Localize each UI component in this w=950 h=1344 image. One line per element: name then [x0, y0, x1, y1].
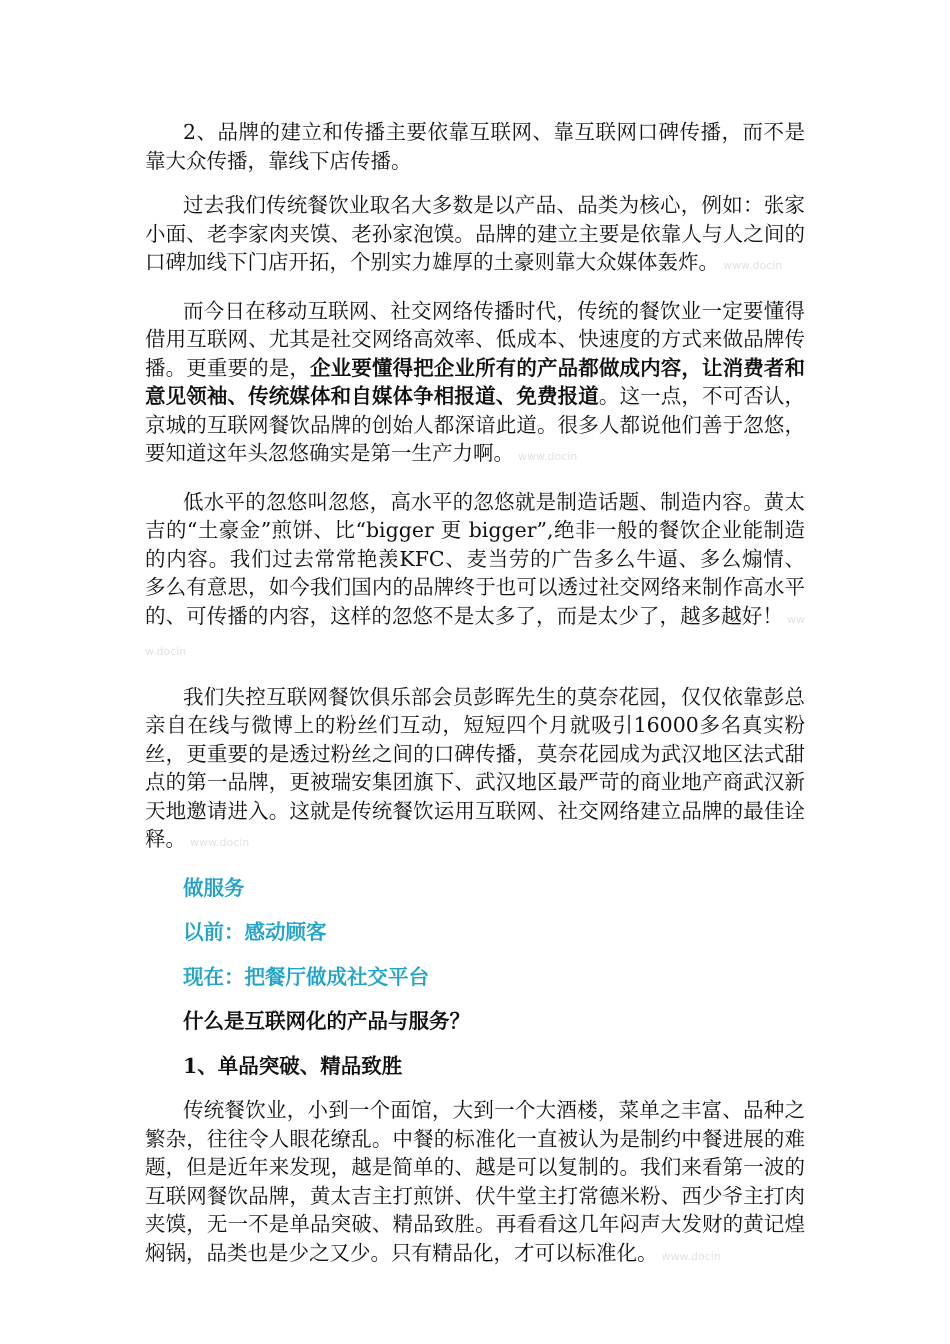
paragraph-monet-garden — [145, 683, 805, 858]
paragraph-brand-propagation — [145, 118, 805, 175]
paragraph-text: 低水平的忽悠叫忽悠，高水平的忽悠就是制造话题、制造内容。黄太吉的“土豪金”煎饼、比“bigger 更 bigger”,绝非一般的餐饮企业能制造的内容。我们过去常常艳羡KFC、麦当劳的广告多么牛逼、多么煽情、多么有意思，如今我们国内的品牌终于也可以透过社交网络来制作高水平的、可传播的内容，这样的忽悠不是太多了，而是太少了，越多越好！ — [145, 489, 805, 628]
paragraph-text: 传统餐饮业，小到一个面馆，大到一个大酒楼，菜单之丰富、品种之繁杂，往往令人眼花缭乱。中餐的标准化一直被认为是制约中餐进展的难题，但是近年来发现，越是简单的、越是可以复制的。我们来看第一波的互联网餐饮品牌，黄太吉主打煎饼、伏牛堂主打常德米粉、西少爷主打肉夹馍，无一不是单品突破、精品致胜。再看看这几年闷声大发财的黄记煌焖锅，品类也是少之又少。只有精品化，才可以标准化。 — [145, 1098, 805, 1265]
heading-before: 以前：感动顾客 — [183, 920, 327, 944]
heading-now: 现在：把餐厅做成社交平台 — [183, 964, 429, 989]
watermark-text: www.docin — [661, 1249, 721, 1263]
watermark-text: www.docin — [145, 612, 805, 658]
paragraph-text: 2、品牌的建立和传播主要依靠互联网、靠互联网口碑传播，而不是靠大众传播，靠线下店传播。 — [145, 120, 805, 173]
paragraph-content-hype — [145, 488, 805, 667]
paragraph-text: 我们失控互联网餐饮俱乐部会员彭晖先生的莫奈花园，仅仅依靠彭总亲自在线与微博上的粉丝们互动，短短四个月就吸引16000多名真实粉丝，更重要的是透过粉丝之间的口碑传播，莫奈花园成为武汉地区法式甜点的第一品牌，更被瑞安集团旗下、武汉地区最严苛的商业地产商武汉新天地邀请进入。这就是传统餐饮运用互联网、社交网络建立品牌的最佳诠释。 — [145, 684, 805, 851]
paragraph-traditional-naming — [145, 191, 805, 281]
heading-single-product: 1、单品突破、精品致胜 — [183, 1053, 403, 1078]
paragraph-standardization — [145, 1096, 805, 1271]
paragraph-bold-text: 企业要懂得把企业所有的产品都做成内容，让消费者和意见领袖、传统媒体和自媒体争相报道、免费报道 — [145, 355, 806, 408]
paragraph-text: 而今日在移动互联网、社交网络传播时代，传统的餐饮业一定要懂得借用互联网、尤其是社交网络高效率、低成本、快速度的方式来做品牌传播。更重要的是， — [145, 298, 805, 380]
watermark-text: www.docin — [190, 836, 250, 849]
watermark-text: www.docin — [723, 259, 783, 272]
watermark-text: www.docin — [518, 450, 578, 463]
paragraph-text: 过去我们传统餐饮业取名大多数是以产品、品类为核心，例如：张家小面、老李家肉夹馍、老孙家泡馍。品牌的建立主要是依靠人与人之间的口碑加线下门店开拓，个别实力雄厚的土豪则靠大众媒体轰炸。 — [145, 193, 805, 274]
heading-question: 什么是互联网化的产品与服务？ — [183, 1009, 470, 1033]
heading-service: 做服务 — [183, 875, 245, 900]
document-body — [145, 118, 805, 1287]
paragraph-mobile-internet — [145, 297, 805, 472]
paragraph-text: 。这一点，不可否认，京城的互联网餐饮品牌的创始人都深谙此道。很多人都说他们善于忽悠，要知道这年头忽悠确实是第一生产力啊。 — [145, 384, 806, 465]
